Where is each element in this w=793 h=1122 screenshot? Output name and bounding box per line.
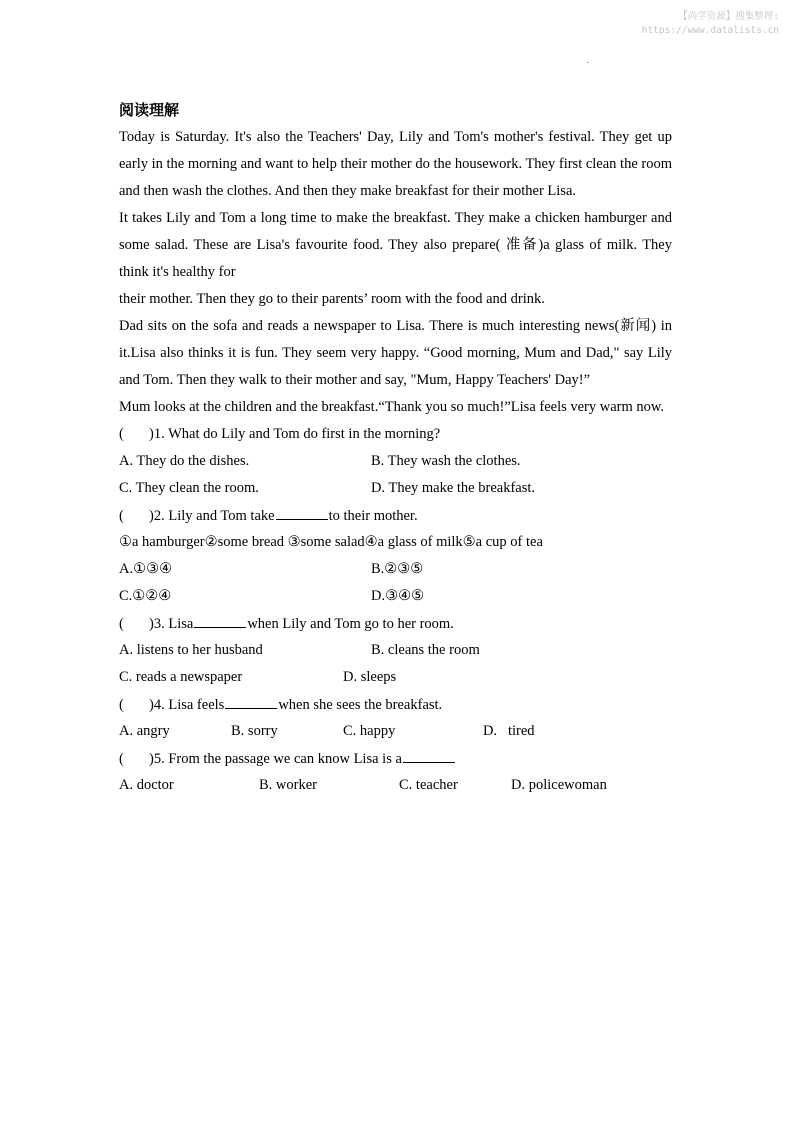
option-q1-a: A. They do the dishes. [119,453,250,469]
answer-paren-5[interactable]: ( [119,751,124,767]
question-1: ( )1. What do Lily and Tom do first in the morning? [119,421,672,448]
question-2-text: 2. Lily and Tom take [153,508,275,524]
question-4: ( )4. Lisa feels when she sees the breakfast. [119,691,672,718]
watermark-url: https://www.datalists.cn [641,25,779,36]
option-q4-b: B. sorry [231,723,278,739]
answer-blank-3[interactable] [194,610,246,628]
option-q5-a: A. doctor [119,777,174,793]
options-row [119,583,672,610]
question-4-text-end: when she sees the breakfast. [278,697,443,713]
question-5: ( )5. From the passage we can know Lisa is a [119,745,672,772]
options-row [119,772,672,799]
option-q5-b: B. worker [259,777,317,793]
option-q5-d: D. policewoman [511,777,607,793]
answer-blank-4[interactable] [225,691,277,709]
page-mark: · [586,58,590,69]
option-q2-b: B.②③⑤ [371,561,424,577]
option-q2-d: D.③④⑤ [371,588,425,604]
option-q2-c: C.①②④ [119,588,172,604]
answer-paren-1[interactable]: ( [119,426,124,442]
question-2-items: ①a hamburger②some bread ③some salad④a glass of milk⑤a cup of tea [119,534,543,550]
passage-paragraph-2a: It takes Lily and Tom a long time to make the breakfast. They make a chicken hamburger and some salad. These are Lisa's favourite food. They also prepare( 准备)a glass of milk. They think it's healthy for [119,210,672,280]
option-q3-c: C. reads a newspaper [119,669,243,685]
passage-paragraph-1: Today is Saturday. It's also the Teachers' Day, Lily and Tom's mother's festival. They get up early in the morning and want to help their mother do the housework. They first clean the room and then wash the clothes. And then they make breakfast for their mother Lisa. [119,129,673,199]
section-heading: 阅读理解 [119,101,180,119]
options-row [119,637,672,664]
answer-paren-4[interactable]: ( [119,697,124,713]
passage-paragraph-4: Mum looks at the children and the breakfast.“Thank you so much!”Lisa feels very warm now. [119,399,665,415]
question-2: ( )2. Lily and Tom take to their mother. [119,502,672,529]
option-q5-c: C. teacher [399,777,458,793]
options-row [119,448,672,475]
answer-paren-3[interactable]: ( [119,616,124,632]
question-3-text-end: when Lily and Tom go to her room. [247,616,454,632]
watermark [579,10,779,38]
passage-paragraph-3: Dad sits on the sofa and reads a newspaper to Lisa. There is much interesting news(新闻) in it.Lisa also thinks it is fun. They seem very happy. “Good morning, Mum and Dad," say Lily and Tom. Then they walk to their mother and say, "Mum, Happy Teachers' Day!” [119,318,672,388]
option-q1-b: B. They wash the clothes. [371,453,521,469]
question-2-text-end: to their mother. [328,508,418,524]
document-body [119,96,672,799]
option-q4-c: C. happy [343,723,396,739]
answer-blank-2[interactable] [276,502,328,520]
option-q4-a: A. angry [119,723,170,739]
options-row [119,664,672,691]
answer-paren-2[interactable]: ( [119,508,124,524]
question-3: ( )3. Lisa when Lily and Tom go to her room. [119,610,672,637]
answer-blank-5[interactable] [403,745,455,763]
option-q2-a: A.①③④ [119,561,173,577]
question-4-text: 4. Lisa feels [153,697,225,713]
option-q3-d: D. sleeps [343,669,397,685]
watermark-source: 【尚学资源】搜集整理: [678,11,779,22]
option-q4-d: D. tired [483,723,535,739]
option-q3-b: B. cleans the room [371,642,480,658]
options-row [119,475,672,502]
option-q1-d: D. They make the breakfast. [371,480,536,496]
passage-paragraph-2b: their mother. Then they go to their parents’ room with the food and drink. [119,291,545,307]
question-5-text: 5. From the passage we can know Lisa is a [153,751,402,767]
question-1-text: 1. What do Lily and Tom do first in the morning? [153,426,441,442]
options-row [119,718,672,745]
option-q3-a: A. listens to her husband [119,642,263,658]
question-3-text: 3. Lisa [153,616,194,632]
options-row [119,556,672,583]
option-q1-c: C. They clean the room. [119,480,259,496]
